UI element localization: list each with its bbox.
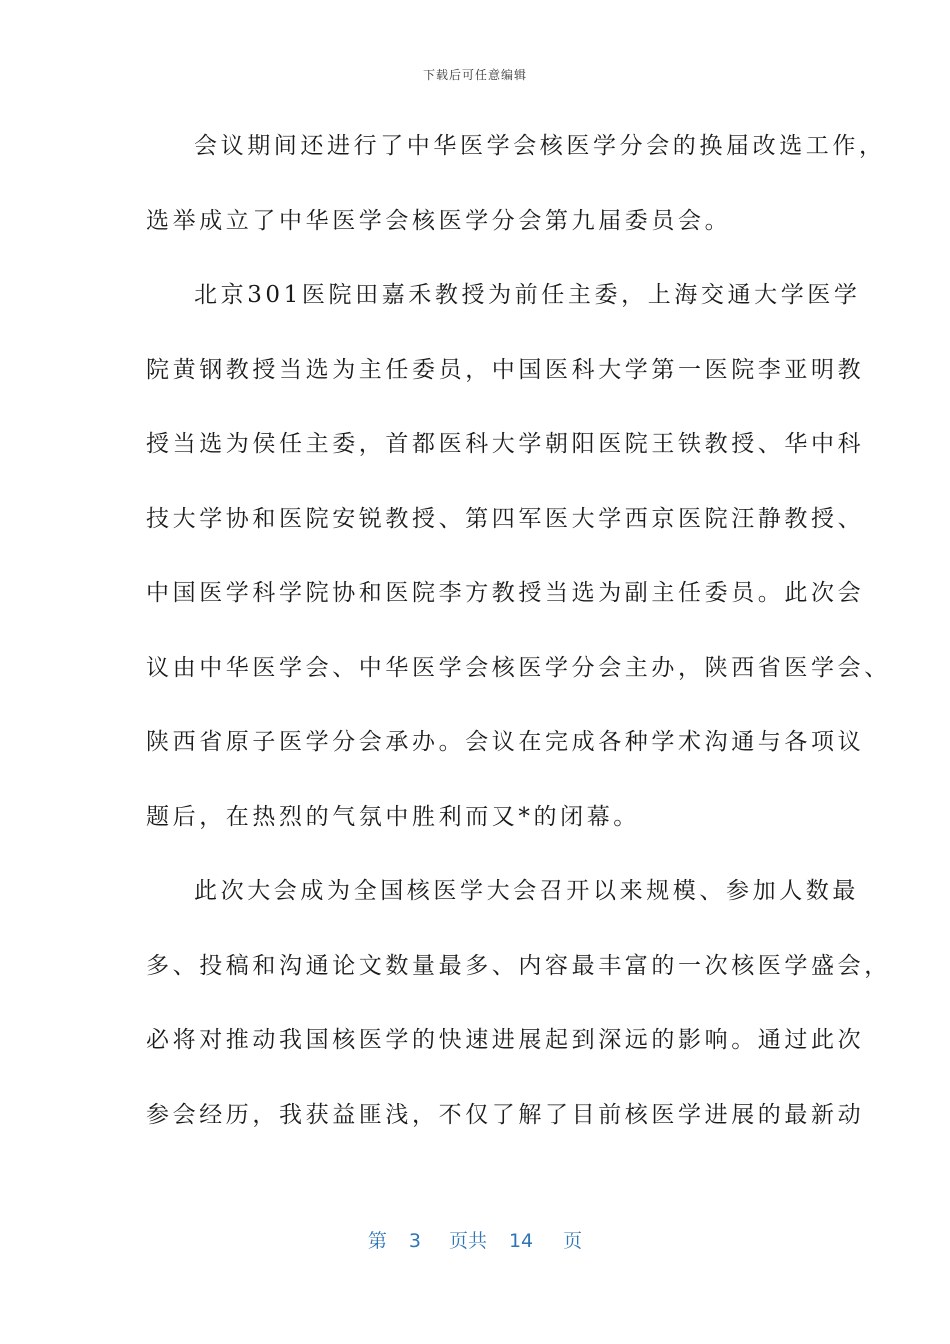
paragraph-line: 中国医学科学院协和医院李方教授当选为副主任委员。此次会 [146,580,865,606]
paragraph-line: 参会经历，我获益匪浅，不仅了解了目前核医学进展的最新动 [146,1101,865,1128]
paragraph-line: 会议期间还进行了中华医学会核医学分会的换届改选工作， [194,133,886,159]
page-footer [0,1226,950,1253]
page-header-note: 下载后可任意编辑 [422,68,527,82]
paragraph-line: 技大学协和医院安锐教授、第四军医大学西京医院汪静教授、 [146,505,865,532]
paragraph-line: 院黄钢教授当选为主任委员，中国医科大学第一医院李亚明教 [146,356,865,383]
footer-middle: 页共 [448,1230,487,1252]
paragraph-line: 此次大会成为全国核医学大会召开以来规模、参加人数最 [194,878,859,904]
paragraph-line: 陕西省原子医学分会承办。会议在完成各种学术沟通与各项议 [146,729,865,755]
paragraph-line: 题后，在热烈的气氛中胜利而又*的闭幕。 [146,803,640,830]
paragraph-line: 多、投稿和沟通论文数量最多、内容最丰富的一次核医学盛会， [146,952,891,979]
paragraph-line: 授当选为侯任主委，首都医科大学朝阳医院王铁教授、华中科 [146,431,865,457]
paragraph-line: 议由中华医学会、中华医学会核医学分会主办，陕西省医学会、 [146,654,891,681]
paragraph-line: 必将对推动我国核医学的快速进展起到深远的影响。通过此次 [146,1027,865,1053]
paragraph-line: 选举成立了中华医学会核医学分会第九届委员会。 [146,207,732,234]
footer-total-pages: 14 [508,1230,534,1252]
footer-suffix: 页 [563,1230,583,1252]
paragraph-line: 北京301医院田嘉禾教授为前任主委，上海交通大学医学 [194,282,861,308]
footer-prefix: 第 [367,1230,387,1252]
document-body [146,120,891,1163]
footer-current-page: 3 [408,1230,421,1252]
